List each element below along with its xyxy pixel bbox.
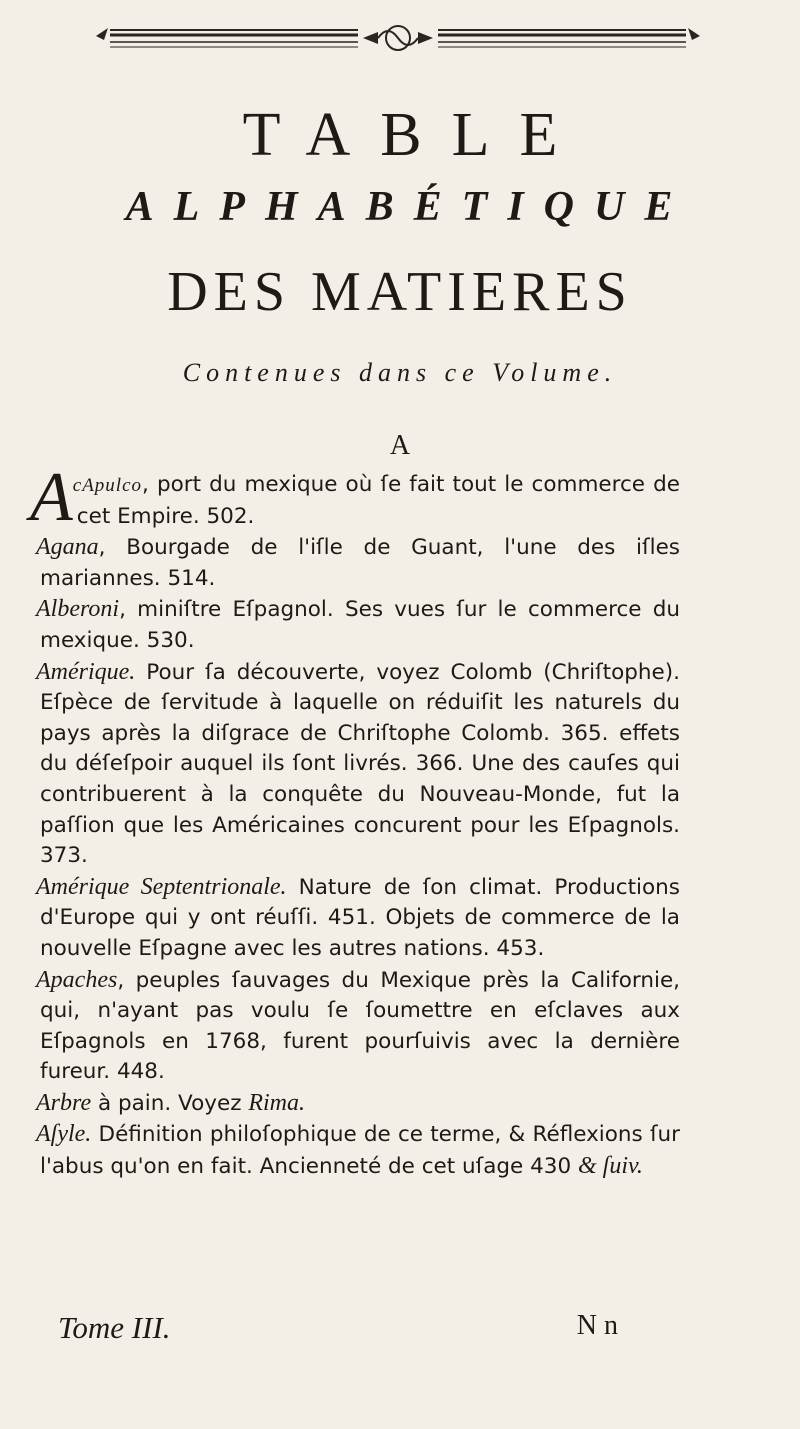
index-entries bbox=[30, 459, 680, 1183]
entry-head: Arbre bbox=[36, 1089, 92, 1116]
entry-head: Apaches bbox=[36, 966, 118, 993]
entry-text: , port du mexique où ſe fait tout le commerce de cet Empire. 502. bbox=[76, 472, 680, 529]
index-entry bbox=[36, 657, 680, 872]
entry-reference: & ſuiv. bbox=[577, 1153, 643, 1180]
page-footer bbox=[58, 1310, 618, 1346]
index-entry bbox=[36, 594, 680, 656]
signature-mark: N n bbox=[576, 1310, 618, 1341]
entry-text: Définition philoſophique de ce terme, & Réflexions ſur l'abus qu'on en fait. Ancienneté de cet uſage 430 bbox=[40, 1122, 680, 1180]
entry-head: Agana bbox=[36, 534, 99, 561]
entry-head: Aſyle. bbox=[36, 1121, 92, 1148]
entry-reference: Rima. bbox=[248, 1089, 305, 1116]
page-title: TABLE bbox=[242, 101, 588, 169]
page-title-line3: DES MATIERES bbox=[167, 261, 633, 323]
index-entry bbox=[36, 1119, 680, 1182]
headpiece-ornament-icon bbox=[88, 18, 708, 58]
entry-text: à pain. Voyez bbox=[91, 1090, 249, 1116]
entry-text: , Bourgade de l'iſle de Guant, l'une des iſles mariannes. 514. bbox=[40, 535, 680, 591]
volume-label: Tome III. bbox=[58, 1310, 171, 1345]
entry-head: cApulco bbox=[72, 475, 143, 496]
index-entry bbox=[30, 459, 680, 536]
index-entry bbox=[36, 872, 680, 965]
entry-head: Amérique. bbox=[36, 658, 136, 685]
page-subtitle: ALPHABÉTIQUE bbox=[125, 184, 693, 230]
page-title-line4: Contenues dans ce Volume. bbox=[182, 358, 618, 387]
entry-text: , miniſtre Eſpagnol. Ses vues ſur le commerce du mexique. 530. bbox=[40, 597, 680, 653]
entry-text: Pour ſa découverte, voyez Colomb (Chriſtophe). Eſpèce de ſervitude à laquelle on réduiſit les naturels du pays après la diſgrace de Chriſtophe Colomb. 365. effets du déſeſpoir auquel ils ſont livrés. 366. Une des cauſes qui contribuerent à la conquête du Nouveau-Monde, fut la paſſion que les Américaines concurent pour les Eſpagnols. 373. bbox=[40, 659, 680, 869]
entry-text: Nature de ſon climat. Productions d'Europe qui y ont réuſſi. 451. Objets de commerce de la nouvelle Eſpagne avec les autres nations. 453. bbox=[40, 874, 680, 961]
drop-cap: A bbox=[30, 459, 73, 536]
section-letter: A bbox=[389, 430, 411, 461]
entry-head: Amérique Septentrionale. bbox=[36, 873, 287, 900]
entry-head: Alberoni bbox=[36, 596, 120, 623]
index-entry bbox=[36, 1088, 680, 1120]
index-entry bbox=[36, 532, 680, 594]
entry-text: , peuples ſauvages du Mexique près la Californie, qui, n'ayant pas voulu ſe ſoumettre en eſclaves aux Eſpagnols en 1768, furent pourſuivis avec la dernière fureur. 448. bbox=[40, 967, 680, 1085]
index-entry bbox=[36, 965, 680, 1088]
